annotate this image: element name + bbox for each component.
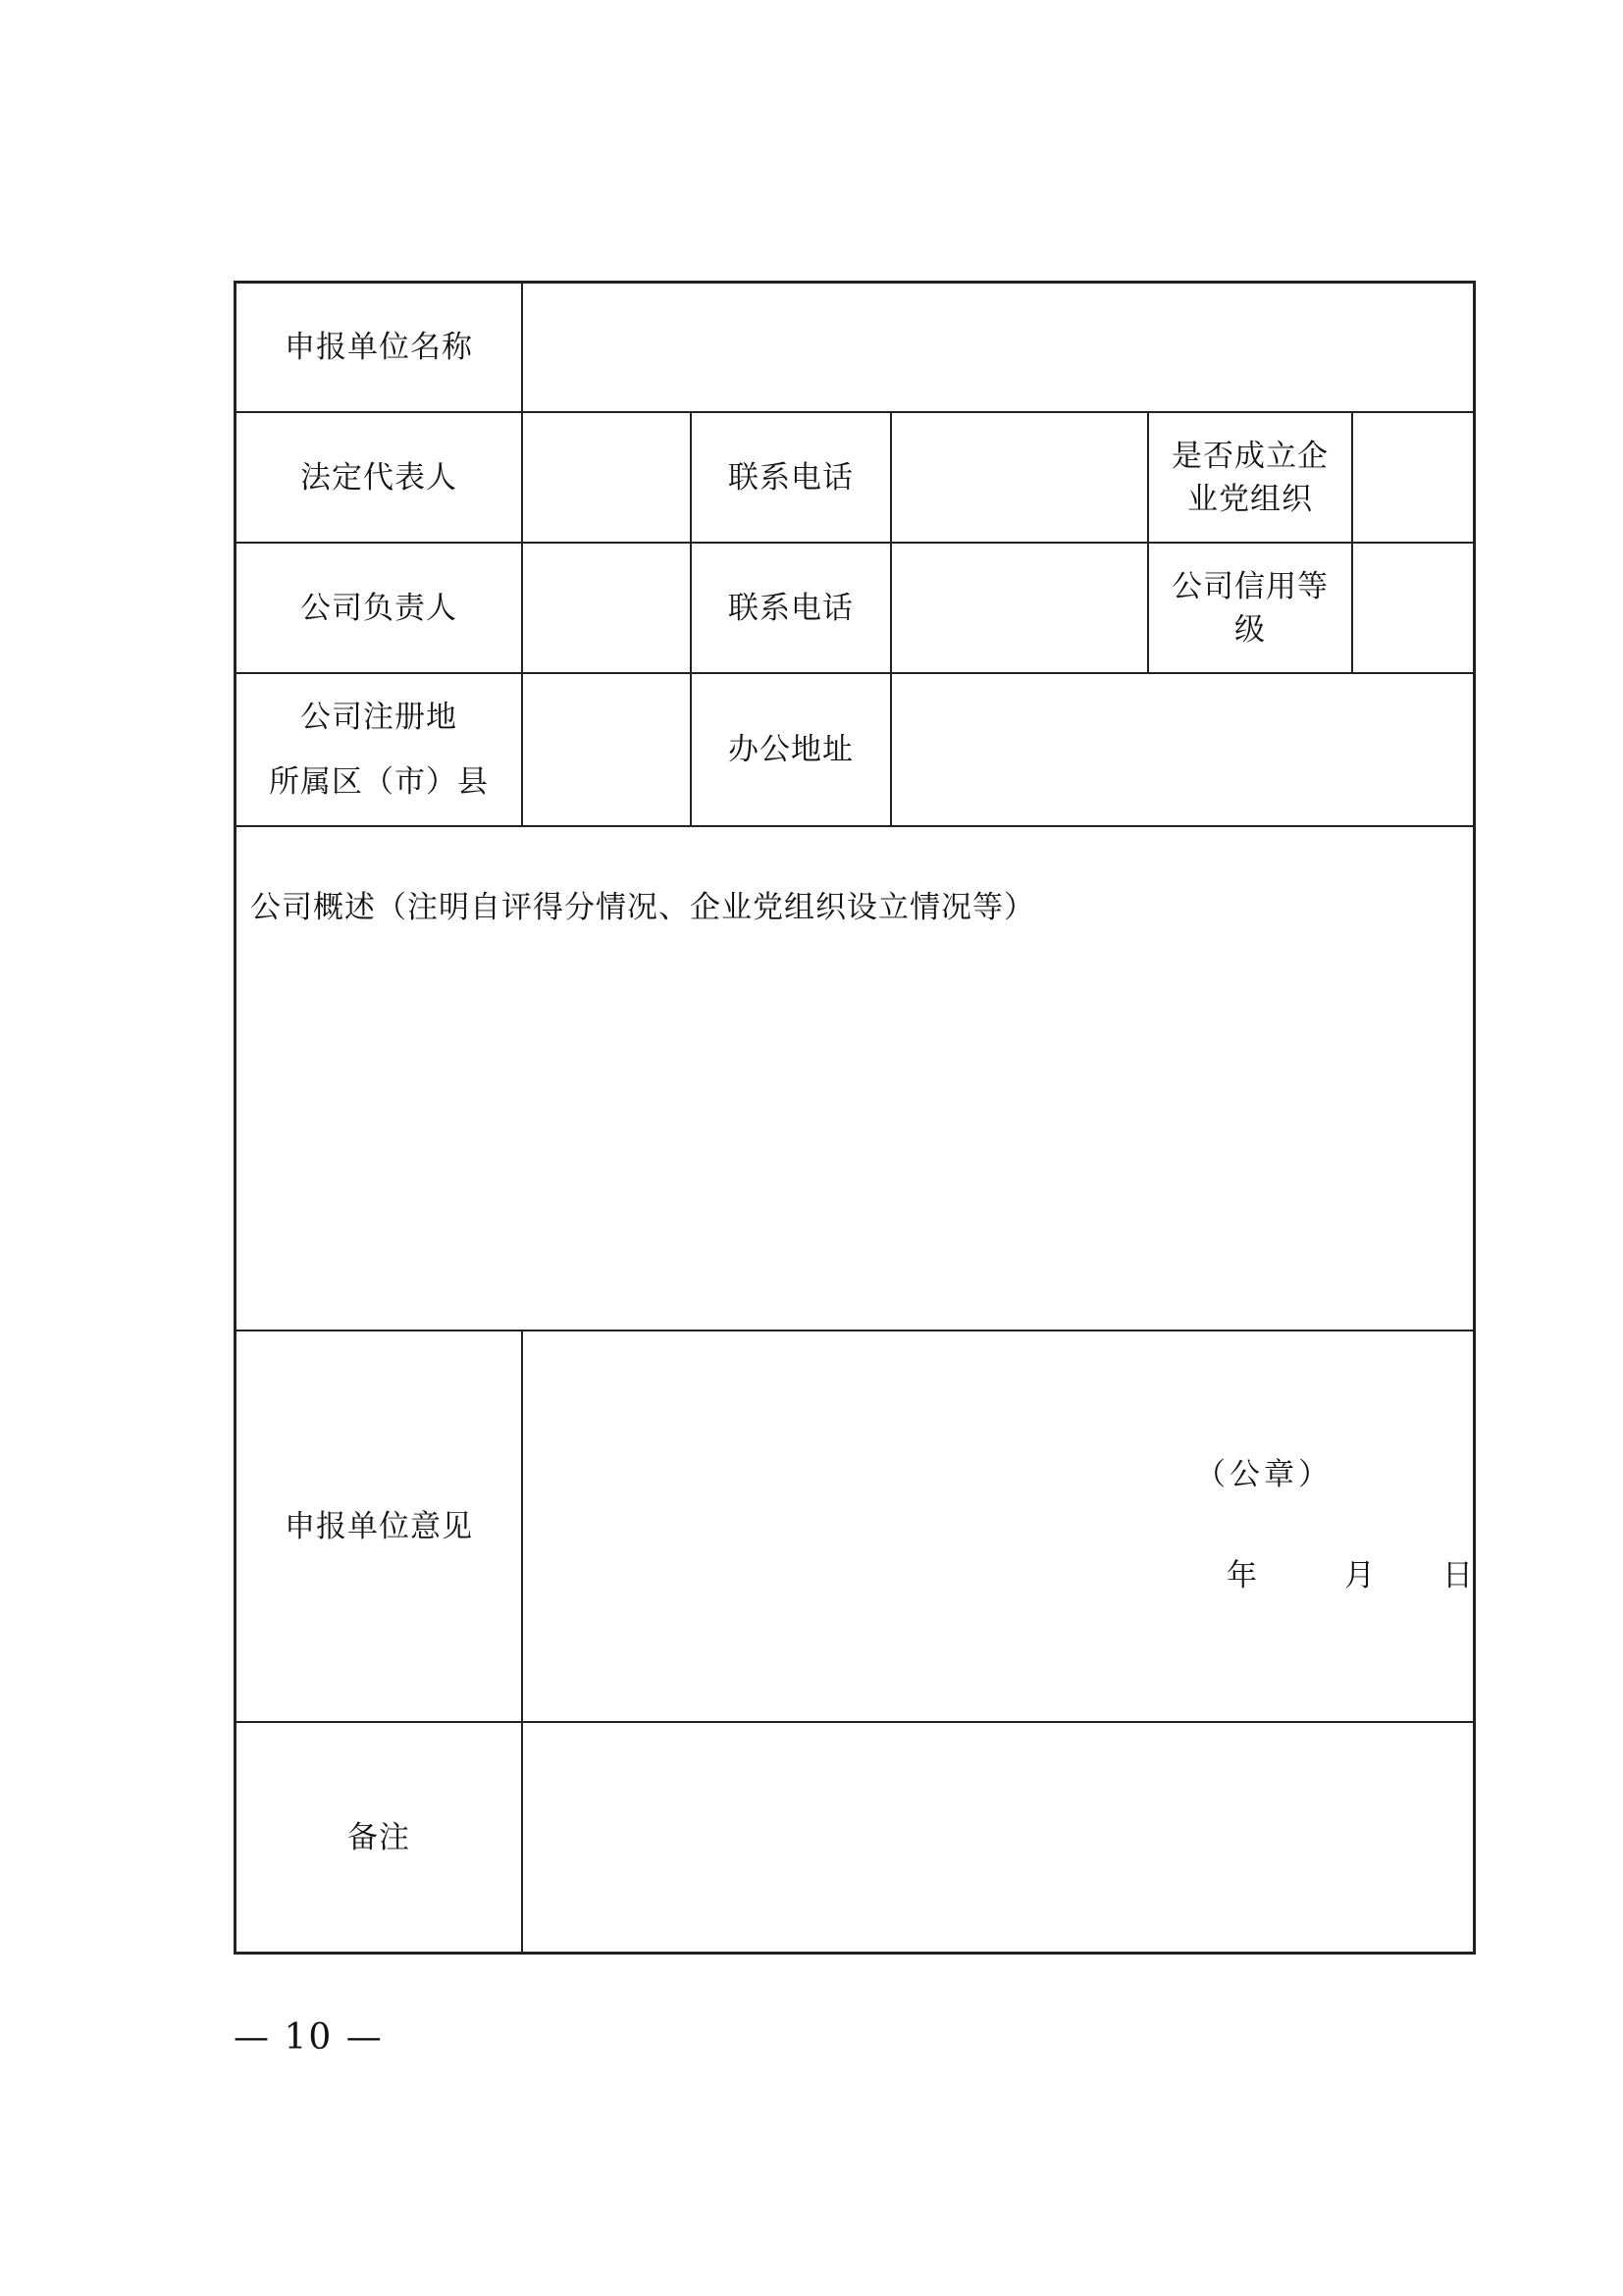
- applicant-opinion-field[interactable]: [523, 1331, 1473, 1721]
- registered-district-label-line-1: 公司注册地: [300, 700, 457, 735]
- remarks-label: 备注: [347, 1819, 410, 1855]
- applicant-name-field[interactable]: [523, 284, 1473, 411]
- remarks-field[interactable]: [523, 1723, 1473, 1952]
- office-address-field[interactable]: [892, 674, 1473, 825]
- company-summary-cell[interactable]: [236, 827, 1473, 1330]
- registered-district-field[interactable]: [523, 674, 690, 825]
- phone-label-2: 联系电话: [728, 590, 854, 626]
- credit-grade-field[interactable]: [1353, 544, 1473, 672]
- page-number: — 10 —: [234, 2017, 384, 2058]
- company-summary-field[interactable]: [250, 945, 1457, 1308]
- date-year-label: 年: [1227, 1558, 1257, 1593]
- phone-label-1: 联系电话: [728, 459, 854, 496]
- registered-district-label-line-2: 所属区（市）县: [269, 764, 489, 800]
- legal-representative-field[interactable]: [523, 413, 690, 542]
- date-day-label: 日: [1442, 1558, 1473, 1593]
- applicant-opinion-label: 申报单位意见: [285, 1508, 473, 1544]
- phone-field-1[interactable]: [892, 413, 1147, 542]
- company-summary-label: 公司概述（注明自评得分情况、企业党组织设立情况等）: [250, 890, 1035, 925]
- applicant-name-label: 申报单位名称: [285, 330, 473, 365]
- official-seal-label: （公章）: [1195, 1457, 1333, 1492]
- office-address-label: 办公地址: [728, 732, 854, 767]
- column-divider-4: [1147, 411, 1149, 672]
- party-organization-label: 是否成立企业党组织: [1172, 438, 1329, 517]
- company-head-field[interactable]: [523, 544, 690, 672]
- legal-representative-label: 法定代表人: [300, 459, 457, 496]
- credit-grade-label: 公司信用等级: [1172, 568, 1329, 648]
- registered-district-label: [236, 674, 521, 825]
- phone-field-2[interactable]: [892, 544, 1147, 672]
- application-form-table: [234, 281, 1476, 1955]
- date-month-label: 月: [1344, 1558, 1375, 1593]
- party-organization-field[interactable]: [1353, 413, 1473, 542]
- company-head-label: 公司负责人: [300, 590, 457, 626]
